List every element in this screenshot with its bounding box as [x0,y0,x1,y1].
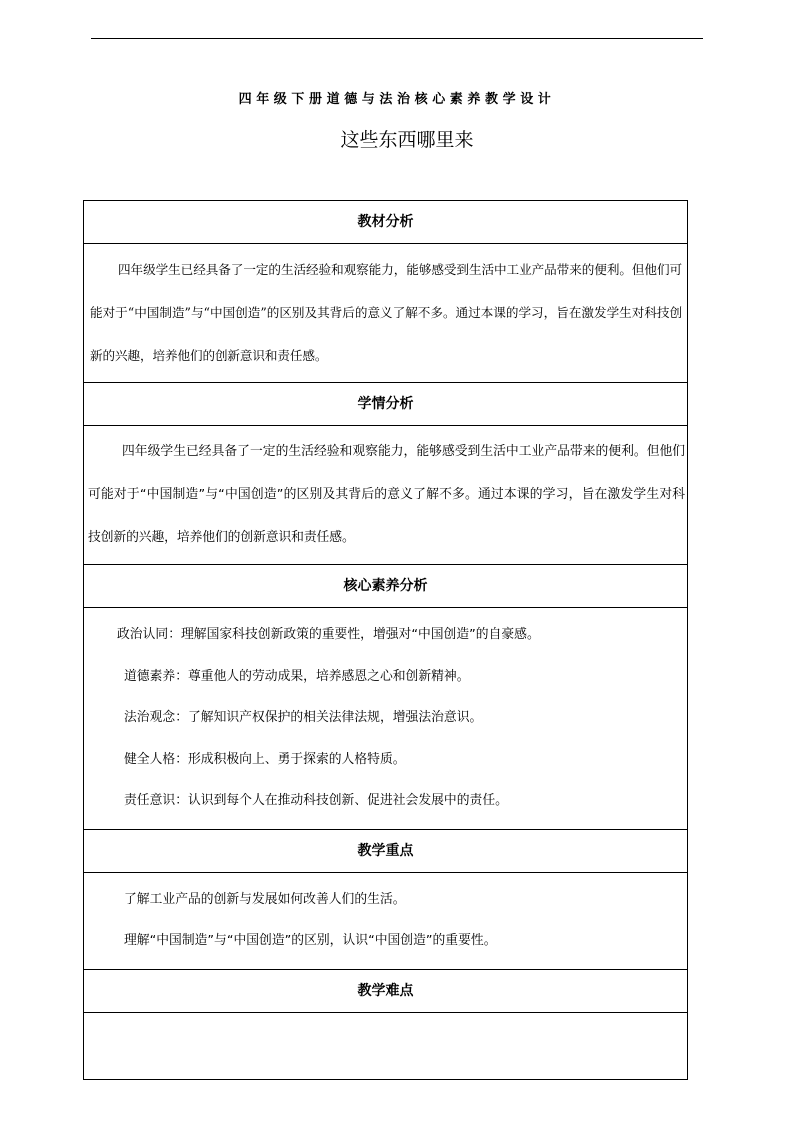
header-rule [91,38,703,39]
teaching-focus-item: 了解工业产品的创新与发展如何改善人们的生活。 [124,891,406,907]
section-body-core-literacy [84,608,687,830]
section-header-teaching-focus: 教学重点 [84,830,687,873]
lesson-design-table [83,200,688,1080]
core-literacy-item-moral: 道德素养：尊重他人的劳动成果，培养感恩之心和创新精神。 [124,668,470,684]
core-literacy-item-political: 政治认同：理解国家科技创新政策的重要性，增强对“中国创造”的自豪感。 [117,627,540,642]
document-heading: 四年级下册道德与法治核心素养教学设计 [238,92,556,107]
section-header-core-literacy: 核心素养分析 [84,565,687,608]
core-literacy-item-responsibility: 责任意识：认识到每个人在推动科技创新、促进社会发展中的责任。 [124,793,508,808]
section-body-teaching-difficulty [84,1013,687,1079]
section-header-student-analysis: 学情分析 [84,383,687,426]
section-body-student-analysis [84,426,687,565]
core-literacy-item-law: 法治观念：了解知识产权保护的相关法律法规，增强法治意识。 [124,710,483,725]
section-header-textbook-analysis: 教材分析 [84,201,687,244]
core-literacy-item-personality: 健全人格：形成积极向上、勇于探索的人格特质。 [124,751,406,767]
section-header-teaching-difficulty: 教学难点 [84,970,687,1013]
student-analysis-paragraph: 四年级学生已经具备了一定的生活经验和观察能力，能够感受到生活中工业产品带来的便利。但他们可能对于“中国制造”与“中国创造”的区别及其背后的意义了解不多。通过本课的学习，旨在激发学生对科技创新的兴趣，培养他们的创新意识和责任感。 [88,444,685,545]
section-body-teaching-focus [84,873,687,970]
teaching-focus-item: 理解“中国制造”与“中国创造”的区别，认识“中国创造”的重要性。 [124,933,497,948]
textbook-analysis-paragraph: 四年级学生已经具备了一定的生活经验和观察能力，能够感受到生活中工业产品带来的便利。但他们可能对于“中国制造”与“中国创造”的区别及其背后的意义了解不多。通过本课的学习，旨在激发学生对科技创新的兴趣，培养他们的创新意识和责任感。 [90,262,682,363]
section-body-textbook-analysis [84,244,687,383]
lesson-title: 这些东西哪里来 [340,129,474,151]
